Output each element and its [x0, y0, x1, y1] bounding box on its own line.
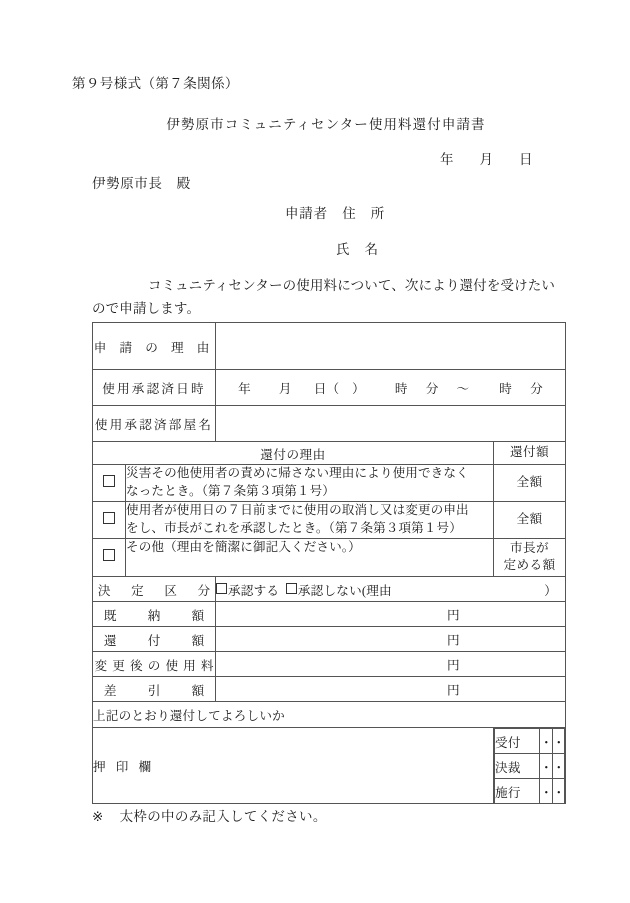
checkbox-icon	[103, 475, 115, 487]
approval-dot-1: ・	[540, 779, 553, 804]
revised-fee-unit: 円	[447, 658, 460, 673]
approval-row-execution	[495, 779, 565, 804]
date-entry-line	[440, 148, 533, 168]
approved-room-input-area[interactable]	[216, 406, 566, 442]
refund-amount-3-line1: 市長が	[510, 540, 549, 555]
checkbox-icon	[103, 512, 115, 524]
dt-minute-end: 分	[530, 382, 543, 396]
approval-label-decision: 決裁	[495, 754, 540, 779]
addressee: 伊勢原市長 殿	[92, 176, 191, 191]
approval-dot-1: ・	[540, 729, 553, 754]
approved-datetime-label: 使用承認済日時	[93, 370, 216, 406]
table-row	[93, 702, 566, 728]
applicant-name-label: 氏 名	[336, 242, 379, 257]
dt-day: 日	[313, 382, 327, 396]
paid-amount-unit: 円	[447, 608, 460, 623]
refund-reason-3-line1: その他（理由を簡潔に御記入ください。）	[126, 539, 361, 554]
paid-amount-label: 既 納 額	[93, 602, 216, 627]
approved-datetime-value[interactable]	[216, 370, 566, 406]
refund-amount-2: 全額	[494, 501, 566, 538]
dt-month: 月	[278, 382, 292, 396]
table-row	[93, 323, 566, 370]
approval-label-execution: 施行	[495, 779, 540, 804]
table-row	[93, 370, 566, 406]
refund-amount-1: 全額	[494, 465, 566, 502]
dt-hour-end: 時	[499, 382, 513, 396]
paid-amount-input-area[interactable]	[216, 602, 566, 627]
approval-label-reception: 受付	[495, 729, 540, 754]
refund-reason-2-line1: 使用者が使用日の７日前までに使用の取消し又は変更の申出	[126, 502, 469, 517]
balance-amount-label: 差 引 額	[93, 677, 216, 702]
approved-room-label: 使用承認済部屋名	[93, 406, 216, 442]
refund-amount-header: 還付額	[494, 442, 566, 465]
refund-reason-2-line2: をし、市長がこれを承認したとき。（第７条第３項第１号）	[126, 520, 462, 535]
decision-paren-close: ）	[544, 584, 557, 599]
dt-tilde: 〜	[456, 382, 470, 396]
approval-dot-2: ・	[552, 729, 565, 754]
table-row	[93, 677, 566, 702]
checkbox-icon	[103, 549, 115, 561]
reason-input-area[interactable]	[216, 323, 566, 370]
dt-weekday: （ ）	[326, 382, 365, 396]
decision-label: 決 定 区 分	[93, 577, 216, 602]
document-title: 伊勢原市コミュニティセンター使用料還付申請書	[166, 117, 486, 132]
table-row	[93, 728, 566, 804]
date-year-label: 年	[440, 152, 454, 167]
revised-fee-label: 変 更 後 の 使 用 料	[93, 652, 216, 677]
table-row	[93, 465, 566, 502]
table-row	[93, 501, 566, 538]
table-row	[93, 406, 566, 442]
table-row	[93, 577, 566, 602]
table-row	[93, 538, 566, 577]
refund-reason-text-2	[126, 501, 494, 538]
intro-text-line1: コミュニティセンターの使用料について、次により還付を受けたい	[148, 278, 556, 293]
seal-field-label[interactable]: 押 印 欄	[93, 728, 494, 804]
balance-amount-unit: 円	[447, 683, 460, 698]
approval-row-decision	[495, 754, 565, 779]
refund-reason-text-1	[126, 465, 494, 502]
confirmation-text: 上記のとおり還付してよろしいか	[93, 702, 566, 728]
refund-reason-1-line1: 災害その他使用者の責めに帰さない理由により使用できなく	[126, 466, 469, 480]
reject-checkbox-icon[interactable]	[286, 583, 297, 594]
revised-fee-input-area[interactable]	[216, 652, 566, 677]
date-month-label: 月	[479, 152, 493, 167]
date-day-label: 日	[519, 152, 533, 167]
refund-amount-input-area[interactable]	[216, 627, 566, 652]
approval-table	[494, 728, 565, 803]
refund-reason-checkbox-1[interactable]	[93, 465, 126, 502]
footnote-mark: ※	[92, 809, 104, 824]
refund-amount-3	[494, 538, 566, 577]
approval-row-reception	[495, 729, 565, 754]
decision-approve-label: 承認する	[228, 583, 280, 598]
form-number: 第９号様式（第７条関係）	[72, 76, 239, 91]
reason-label: 申 請 の 理 由	[93, 323, 216, 370]
footnote-text: 太枠の中のみ記入してください。	[119, 809, 327, 824]
approve-checkbox-icon[interactable]	[216, 583, 227, 594]
refund-amount-label: 還 付 額	[93, 627, 216, 652]
application-form-table	[92, 322, 566, 804]
dt-minute-start: 分	[425, 382, 439, 396]
approval-dot-1: ・	[540, 754, 553, 779]
intro-text-line2: ので申請します。	[92, 301, 201, 316]
table-row	[93, 627, 566, 652]
approval-dot-2: ・	[552, 779, 565, 804]
approval-dot-2: ・	[552, 754, 565, 779]
applicant-address-label: 申請者 住 所	[285, 206, 386, 221]
refund-reason-checkbox-3[interactable]	[93, 538, 126, 577]
refund-reason-checkbox-2[interactable]	[93, 501, 126, 538]
dt-hour-start: 時	[394, 382, 408, 396]
footnote	[92, 805, 327, 825]
refund-reason-text-3[interactable]	[126, 538, 494, 577]
table-row	[93, 652, 566, 677]
decision-reject-label: 承認しない(理由	[297, 583, 392, 598]
table-row	[93, 602, 566, 627]
refund-amount-unit: 円	[447, 633, 460, 648]
balance-amount-input-area[interactable]	[216, 677, 566, 702]
approval-stamp-column	[494, 728, 566, 804]
refund-amount-3-line2: 定める額	[503, 558, 556, 573]
decision-options[interactable]	[216, 577, 566, 602]
table-row	[93, 442, 566, 465]
refund-reason-1-line2: なったとき。（第７条第３項第１号）	[126, 483, 335, 498]
refund-reason-header: 還付の理由	[93, 442, 494, 465]
form-table-container	[92, 322, 565, 804]
dt-year: 年	[238, 382, 251, 396]
